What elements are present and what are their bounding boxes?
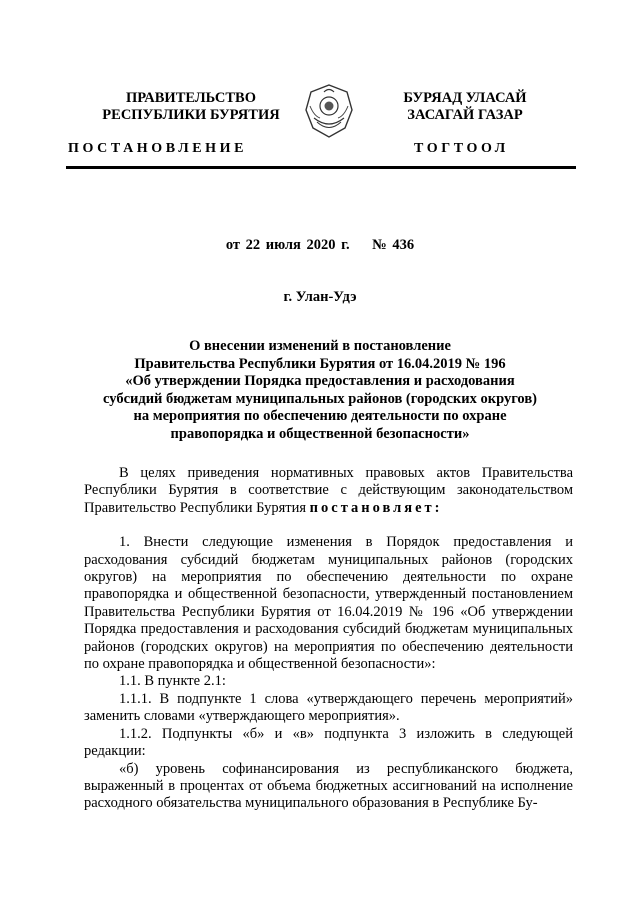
document-type-ru: ПОСТАНОВЛЕНИЕ xyxy=(68,141,248,156)
document-city: г. Улан-Удэ xyxy=(283,289,357,305)
government-name-bur-line2: ЗАСАГАЙ ГАЗАР xyxy=(407,107,523,123)
subject-line: «Об утверждении Порядка предоставления и расходования xyxy=(125,373,515,389)
preamble-paragraph xyxy=(84,465,573,517)
date-number-line xyxy=(0,237,640,254)
government-name-ru-line2: РЕСПУБЛИКИ БУРЯТИЯ xyxy=(102,107,280,123)
item-1-1-2: 1.1.2. Подпункты «б» и «в» подпункта 3 изложить в следующей редакции: xyxy=(84,725,573,760)
item-1-1-1: 1.1.1. В подпункте 1 слова «утверждающего перечень мероприятий» заменить словами «утверждающего мероприятия». xyxy=(84,690,573,725)
document-subject xyxy=(0,338,640,443)
document-type-bur: ТОГТООЛ xyxy=(414,141,509,156)
subject-line: Правительства Республики Бурятия от 16.04.2019 № 196 xyxy=(134,355,506,372)
preamble-text: В целях приведения нормативных правовых актов Правительства Республики Бурятия в соответствие с действующим законодательством Правительство Республики Бурятия xyxy=(84,465,573,516)
subject-line: правопорядка и общественной безопасности» xyxy=(170,425,470,442)
decree-word: постановляет: xyxy=(309,499,443,516)
government-name-ru xyxy=(96,90,286,124)
government-name-bur xyxy=(380,90,550,124)
document-body xyxy=(84,465,573,813)
subject-line: О внесении изменений в постановление xyxy=(189,338,451,354)
emblem-icon xyxy=(300,82,358,140)
header-divider xyxy=(66,166,576,169)
item-1: 1. Внести следующие изменения в Порядок предоставления и расходования субсидий бюджетам муниципальных районов (городских округов) на мероприятия по обеспечению деятельности по охране правопорядка и общественной безопасности, утвержденный постановлением Правительства Республики Бурятия от 16.04.2019 № 196 «Об утверждении Порядка предоставления и расходования субсидий бюджетам муниципальных районов (городских округов) на мероприятия по обеспечению деятельности по охране правопорядка и общественной безопасности»: xyxy=(84,534,573,673)
subject-line: на мероприятия по обеспечению деятельности по охране xyxy=(133,408,507,424)
item-b: «б) уровень софинансирования из республиканского бюджета, выраженный в процентах от объема бюджетных ассигнований на исполнение расходного обязательства муниципального образования в Республике Бу- xyxy=(84,760,573,812)
government-name-bur-line1: БУРЯАД УЛАСАЙ xyxy=(403,90,527,106)
item-1-1: 1.1. В пункте 2.1: xyxy=(119,673,226,690)
document-date: от 22 июля 2020 г. xyxy=(225,237,350,253)
document-number: № 436 xyxy=(372,237,415,253)
subject-line: субсидий бюджетам муниципальных районов (городских округов) xyxy=(103,390,537,407)
government-name-ru-line1: ПРАВИТЕЛЬСТВО xyxy=(126,90,256,106)
